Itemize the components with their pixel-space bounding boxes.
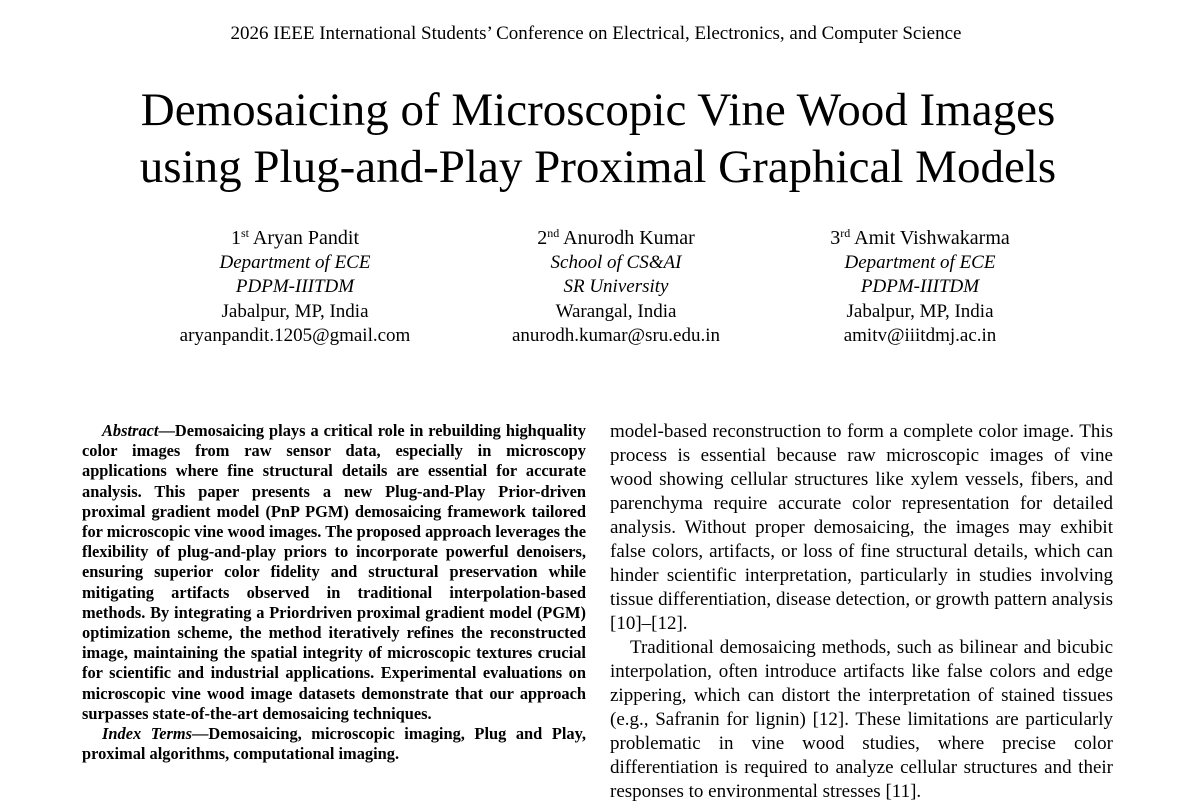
index-terms-label: Index Terms [102,724,193,744]
author-location: Jabalpur, MP, India [846,300,994,322]
body-column [610,420,1113,804]
author-department: Department of ECE [219,251,371,273]
body-paragraph-1: model-based reconstruction to form a complete color image. This process is essential because raw microscopic images of vine wood showing cellular structures like xylem vessels, fibers, and parenchyma require accurate color representation for detailed analysis. Without proper demosaicing, the images may exhibit false colors, artifacts, or loss of fine structural details, which can hinder scientific interpretation, particularly in studies involving tissue differentiation, disease detection, or growth pattern analysis [10]–[12]. [610,421,1113,634]
author-name-text: Anurodh Kumar [563,227,695,249]
abstract-label: Abstract [102,421,159,440]
author-email: amitv@iiitdmj.ac.in [843,325,997,346]
author-name-text: Amit Vishwakarma [854,227,1010,249]
author-ordinal-suffix: rd [840,226,851,240]
author-block-2 [446,226,786,349]
author-ordinal: 2 [537,227,548,249]
author-ordinal-suffix: nd [547,226,560,240]
body-paragraph-2: Traditional demosaicing methods, such as bilinear and bicubic interpolation, often introduce artifacts like false colors and edge zippering, which can distort the interpretation of stained tissues (e.g., Safranin for lignin) [12]. These limitations are particularly problematic in vine wood studies, where precise color differentiation is required to analyze cellular structures and their responses to environmental stresses [11]. [610,637,1113,802]
title-line-1: Demosaicing of Microscopic Vine Wood Images [140,84,1056,136]
author-name [446,226,786,251]
author-email: anurodh.kumar@sru.edu.in [512,325,720,346]
author-location: Warangal, India [555,300,677,322]
author-department: Department of ECE [844,251,996,273]
index-terms-paragraph [82,724,586,764]
author-name-text: Aryan Pandit [252,227,359,249]
author-institution: SR University [563,276,669,297]
author-email: aryanpandit.1205@gmail.com [179,325,411,346]
author-name [125,226,465,251]
author-institution: PDPM-IIITDM [860,276,980,297]
author-institution: PDPM-IIITDM [235,276,355,297]
author-ordinal-suffix: st [240,226,249,240]
author-location: Jabalpur, MP, India [221,300,369,322]
author-ordinal: 1 [230,227,241,249]
author-block-3 [750,226,1090,349]
title-line-2: using Plug-and-Play Proximal Graphical Models [139,141,1057,193]
conference-header: 2026 IEEE International Students’ Conference on Electrical, Electronics, and Computer Science [230,23,962,44]
abstract-column [82,421,586,764]
abstract-text: —Demosaicing plays a critical role in rebuilding highquality color images from raw sensor data, especially in microscopy applications where fine structural details are essential for accurate analysis. This paper presents a new Plug-and-Play Prior-driven proximal gradient model (PnP PGM) demosaicing framework tailored for microscopic vine wood images. The proposed approach leverages the flexibility of plug-and-play priors to incorporate powerful denoisers, ensuring superior color fidelity and structural preservation while mitigating artifacts observed in traditional interpolation-based methods. By integrating a Priordriven proximal gradient model (PGM) optimization scheme, the method iteratively refines the reconstructed image, maintaining the spatial integrity of microscopic textures crucial for scientific and industrial applications. Experimental evaluations on microscopic vine wood image datasets demonstrate that our approach surpasses state-of-the-art demosaicing techniques. [82,421,586,723]
author-department: School of CS&AI [550,251,682,273]
author-ordinal: 3 [830,227,841,249]
abstract-paragraph [82,421,586,724]
index-terms-text: —Demosaicing, microscopic imaging, Plug and Play, proximal algorithms, computational imaging. [82,724,587,764]
author-name [750,226,1090,251]
paper-title [0,82,1196,196]
author-block-1 [125,226,465,349]
